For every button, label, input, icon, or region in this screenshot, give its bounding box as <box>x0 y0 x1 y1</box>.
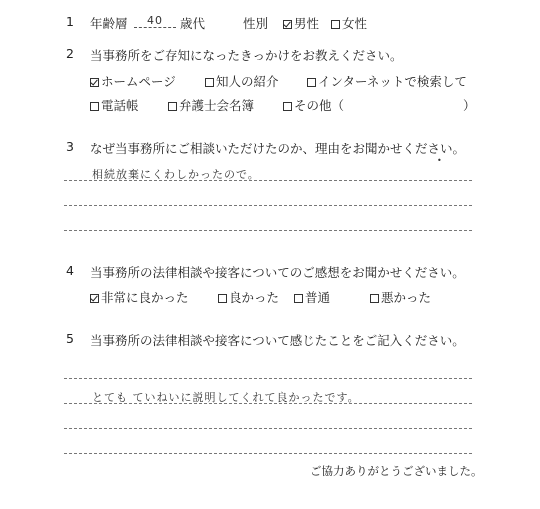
answer-line <box>64 453 472 454</box>
checkbox-icon[interactable] <box>90 102 99 111</box>
q4-number: 4 <box>66 263 74 278</box>
q1-number: 1 <box>66 14 74 29</box>
answer-line <box>64 180 472 181</box>
answer-line <box>64 378 472 379</box>
q5-answer[interactable]: とても ていねいに説明してくれて良かったです。 <box>92 391 360 404</box>
source-option-phonebook[interactable]: 電話帳 <box>90 96 139 114</box>
answer-line <box>64 230 472 231</box>
q3-number: 3 <box>66 139 74 154</box>
q5-number: 5 <box>66 331 74 346</box>
source-option-internet[interactable]: インターネットで検索して <box>307 72 467 90</box>
checkbox-checked-icon[interactable] <box>90 294 99 303</box>
source-option-homepage[interactable]: ホームページ <box>90 72 176 90</box>
closing-thanks: ご協力ありがとうございました。 <box>310 464 483 478</box>
checkbox-icon[interactable] <box>331 20 340 29</box>
age-label: 年齢層 <box>90 16 128 31</box>
q3-question: なぜ当事務所にご相談いただけたのか、理由をお聞かせください。 <box>90 141 466 156</box>
checkbox-icon[interactable] <box>205 78 214 87</box>
answer-line <box>64 428 472 429</box>
gender-option-male[interactable]: 男性 <box>283 14 319 32</box>
age-suffix: 歳代 <box>180 16 206 31</box>
checkbox-icon[interactable] <box>370 294 379 303</box>
checkbox-icon[interactable] <box>307 78 316 87</box>
impression-option-average[interactable]: 普通 <box>294 288 330 306</box>
source-option-other[interactable]: その他（ <box>283 96 344 114</box>
q4-question: 当事務所の法律相談や接客についてのご感想をお聞かせください。 <box>90 265 465 280</box>
impression-option-bad[interactable]: 悪かった <box>370 288 431 306</box>
checkbox-icon[interactable] <box>283 102 292 111</box>
checkbox-icon[interactable] <box>218 294 227 303</box>
checkbox-icon[interactable] <box>294 294 303 303</box>
gender-label: 性別 <box>243 16 269 31</box>
answer-line <box>64 205 472 206</box>
q5-question: 当事務所の法律相談や接客について感じたことをご記入ください。 <box>90 333 465 348</box>
source-option-referral[interactable]: 知人の紹介 <box>205 72 279 90</box>
age-value[interactable]: 40 <box>134 14 176 28</box>
answer-line <box>64 403 472 404</box>
checkbox-checked-icon[interactable] <box>283 20 292 29</box>
checkbox-checked-icon[interactable] <box>90 78 99 87</box>
checkbox-icon[interactable] <box>168 102 177 111</box>
q3-answer[interactable]: 相続放棄にくわしかったので。 <box>92 168 260 181</box>
stray-dot: • <box>437 156 443 165</box>
gender-option-female[interactable]: 女性 <box>331 14 367 32</box>
q2-number: 2 <box>66 46 74 61</box>
source-option-bar-directory[interactable]: 弁護士会名簿 <box>168 96 254 114</box>
other-close-paren: ） <box>463 98 476 113</box>
q2-question: 当事務所をご存知になったきっかけをお教えください。 <box>90 48 403 63</box>
impression-option-very-good[interactable]: 非常に良かった <box>90 288 189 306</box>
impression-option-good[interactable]: 良かった <box>218 288 279 306</box>
